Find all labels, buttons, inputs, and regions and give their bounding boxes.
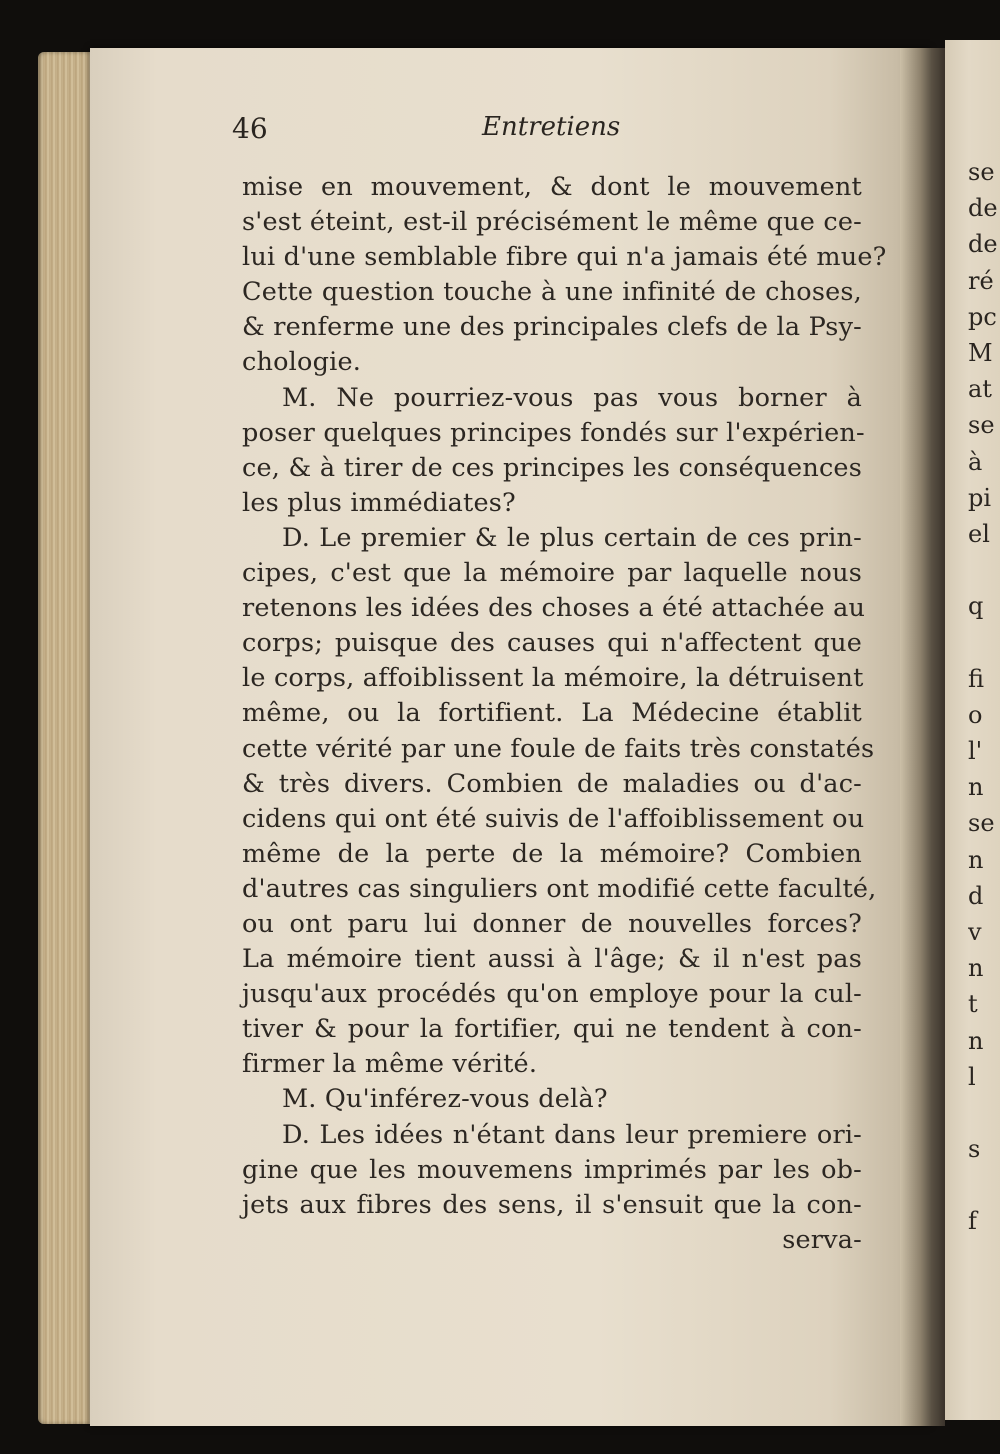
- text-line: s'est éteint, est-il précisément le même que ce-: [242, 207, 862, 238]
- catchword: serva-: [782, 1224, 862, 1255]
- text-line: jets aux fibres des sens, il s'ensuit que la con-: [242, 1189, 862, 1220]
- text-line: d'autres cas singuliers ont modifié cette faculté,: [242, 873, 877, 904]
- text-line: même de la perte de la mémoire? Combien: [242, 838, 862, 869]
- text-line: même, ou la fortifient. La Médecine établit: [242, 698, 862, 729]
- text-line: ou ont paru lui donner de nouvelles forces?: [242, 908, 862, 939]
- fragment: n: [968, 845, 984, 874]
- fragment: t: [968, 990, 978, 1019]
- text-line: mise en mouvement, & dont le mouvement: [242, 172, 862, 202]
- fragment: pi: [968, 483, 992, 512]
- fragment: de: [968, 230, 998, 259]
- fragment: à: [968, 447, 983, 476]
- fragment: el: [968, 519, 990, 548]
- fragment: pc: [968, 302, 997, 331]
- text-line: lui d'une semblable fibre qui n'a jamais été mue?: [242, 242, 887, 273]
- text-line: tiver & pour la fortifier, qui ne tendent à con-: [242, 1014, 862, 1045]
- fragment: [968, 556, 1000, 592]
- fragment: n: [968, 954, 984, 983]
- fragment: v: [968, 917, 982, 946]
- text-line: gine que les mouvemens imprimés par les ob-: [242, 1154, 862, 1185]
- fragment: [968, 1171, 1000, 1207]
- body-text: [242, 170, 887, 1258]
- running-head: [232, 112, 872, 152]
- fragment: fi: [968, 664, 985, 693]
- text-line: le corps, affoiblissent la mémoire, la détruisent: [242, 663, 864, 694]
- fragment: [968, 1099, 1000, 1135]
- fragment: de: [968, 194, 998, 223]
- right-page-fragments: [968, 158, 1000, 1244]
- text-line: M. Ne pourriez-vous pas vous borner à: [282, 382, 862, 413]
- fragment: l': [968, 737, 983, 765]
- page-title: Entretiens: [482, 112, 621, 142]
- text-line: les plus immédiates?: [242, 487, 516, 518]
- text-line: La mémoire tient aussi à l'âge; & il n'est pas: [242, 944, 862, 975]
- fragment: l: [968, 1062, 976, 1091]
- fragment: o: [968, 700, 983, 729]
- page-number: 46: [232, 112, 268, 145]
- text-line: chologie.: [242, 347, 362, 378]
- text-line: M. Qu'inférez-vous delà?: [282, 1084, 608, 1115]
- text-line: Cette question touche à une infinité de choses,: [242, 277, 862, 308]
- fragment: n: [968, 1026, 984, 1055]
- text-line: jusqu'aux procédés qu'on employe pour la cul-: [242, 979, 862, 1010]
- text-line: & très divers. Combien de maladies ou d'ac-: [242, 768, 862, 799]
- text-line: D. Les idées n'étant dans leur premiere ori-: [282, 1119, 862, 1150]
- fragment: q: [968, 592, 984, 621]
- fragment: at: [968, 375, 992, 404]
- fragment: se: [968, 158, 995, 186]
- fragment: [968, 628, 1000, 664]
- fragment: s: [968, 1135, 981, 1164]
- book-gutter: [900, 48, 945, 1426]
- text-line: ce, & à tirer de ces principes les conséquences: [242, 452, 862, 483]
- fragment: M: [968, 338, 993, 367]
- text-line: firmer la même vérité.: [242, 1049, 538, 1080]
- text-line: D. Le premier & le plus certain de ces prin-: [282, 522, 862, 553]
- fragment: f: [968, 1207, 977, 1236]
- fragment: ré: [968, 266, 994, 295]
- text-line: retenons les idées des choses a été attachée au: [242, 593, 866, 624]
- text-line: & renferme une des principales clefs de la Psy-: [242, 312, 862, 343]
- text-line: poser quelques principes fondés sur l'expérien-: [242, 417, 865, 448]
- fragment: se: [968, 411, 995, 440]
- text-line: cipes, c'est que la mémoire par laquelle nous: [242, 558, 862, 589]
- text-line: cidens qui ont été suivis de l'affoiblissement ou: [242, 803, 865, 834]
- fragment: d: [968, 881, 984, 910]
- fragment: se: [968, 809, 995, 838]
- fragment: n: [968, 773, 984, 802]
- text-line: cette vérité par une foule de faits très constatés: [242, 733, 875, 764]
- text-line: corps; puisque des causes qui n'affectent que: [242, 628, 862, 659]
